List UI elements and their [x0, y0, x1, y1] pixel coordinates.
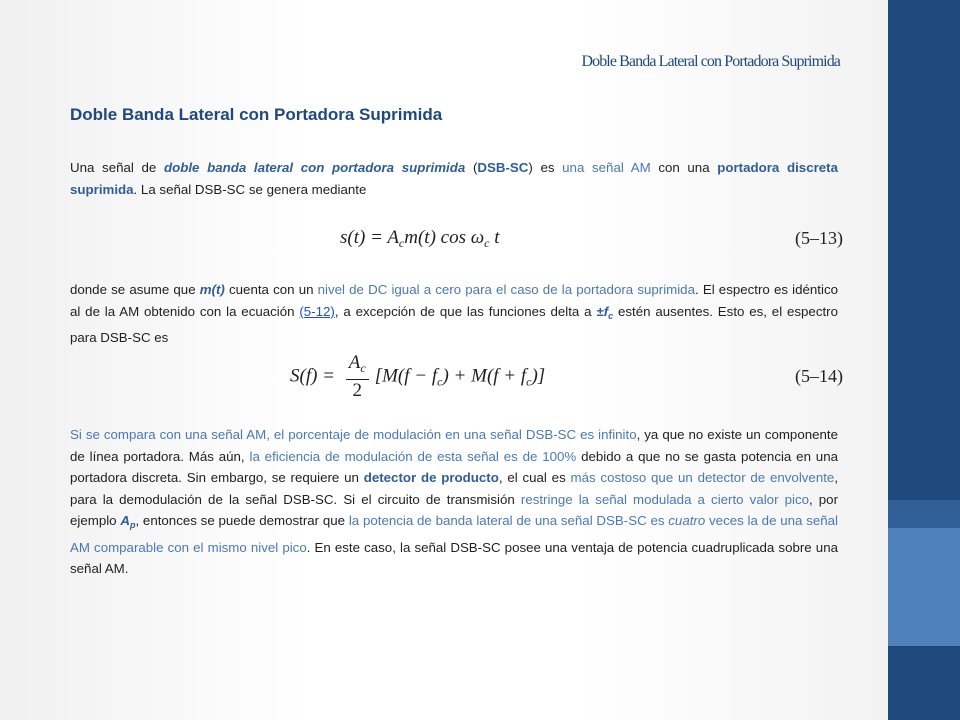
sidebar-bottom	[888, 646, 960, 720]
term-fc-subscript: c	[608, 310, 614, 321]
eq-term: [M(f − f	[374, 365, 438, 387]
text-run: ) es	[528, 160, 563, 175]
highlight-efficiency: la eficiencia de modulación de esta señal es de 100%	[249, 448, 577, 464]
paragraph-comparison	[70, 424, 838, 580]
eq-lhs: S(f) =	[290, 365, 340, 387]
text-run: , el cual es	[498, 470, 571, 485]
text-run: con una	[650, 160, 718, 175]
eq-numerator	[346, 352, 369, 380]
text-run: donde se asume que	[70, 282, 200, 297]
term-ap: A	[120, 513, 130, 528]
eq-term: ) + M(f + f	[442, 365, 527, 387]
text-run: , entonces se puede demostrar que	[135, 513, 349, 528]
eq-subscript: c	[398, 236, 405, 250]
text-run: (	[465, 160, 478, 175]
paragraph-spectrum	[70, 279, 838, 349]
term-fc: ±f	[596, 303, 609, 319]
term-dsb-sc-full: doble banda lateral con portadora suprimida	[163, 160, 466, 175]
highlight-sideband-power-end: veces la de una señal AM comparable con el mismo nivel pico	[70, 513, 838, 555]
text-run: debido a que no se gasta potencia en una portadora discreta. Sin embargo, se requiere un	[70, 448, 838, 485]
equation-5-13	[340, 227, 500, 251]
text-run: estén ausentes. Esto es, el espectro para DSB-SC es	[70, 303, 838, 345]
equation-number-5-14: (5–14)	[795, 366, 843, 386]
term-product-detector: detector de producto	[363, 470, 499, 485]
text-run: Una señal de	[70, 160, 164, 175]
eq-lhs: s(t) =	[340, 227, 388, 248]
eq-term: A	[387, 227, 399, 248]
highlight-four: cuatro	[668, 513, 706, 528]
text-run: . El espectro es idéntico al de la AM obtenido con la ecuación	[70, 282, 838, 319]
eq-term: )]	[531, 365, 546, 387]
eq-term: t	[494, 227, 500, 248]
text-run: , ya que no existe un componente de línea portadora. Más aún,	[70, 427, 838, 464]
eq-subscript: c	[484, 236, 490, 250]
text-run: cuenta con un	[224, 282, 318, 297]
eq-term: m(t) cos ω	[404, 227, 485, 248]
eq-subscript: c	[526, 374, 532, 389]
term-suppressed-carrier: portadora discreta suprimida	[70, 160, 838, 197]
paragraph-intro	[70, 157, 838, 200]
eq-subscript: c	[360, 361, 366, 375]
term-ap-subscript: p	[129, 520, 136, 530]
sidebar-accent-dark	[888, 500, 960, 528]
highlight-am-signal: una señal AM	[562, 160, 651, 175]
equation-number-5-13: (5–13)	[795, 228, 843, 248]
text-run: . En este caso, la señal DSB-SC posee una ventaja de potencia cuadruplicada sobre una señal AM.	[70, 539, 838, 576]
sidebar-accent-light	[888, 528, 960, 646]
highlight-costlier: más costoso que un detector de envolvente	[570, 470, 835, 485]
text-run: , por ejemplo	[70, 491, 838, 528]
eq-fraction	[346, 352, 369, 402]
highlight-dc-level: nivel de DC igual a cero para el caso de la portadora suprimida	[317, 282, 695, 297]
text-run: , para la demodulación de la señal DSB-SC. Si el circuito de transmisión	[70, 470, 839, 507]
eq-denominator: 2	[352, 380, 362, 401]
highlight-sideband-power: la potencia de banda lateral de una señal DSB-SC es	[348, 513, 669, 528]
text-run: . La señal DSB-SC se genera mediante	[133, 181, 367, 197]
text-run: , a excepción de que las funciones delta a	[334, 303, 597, 319]
highlight-infinite-modulation: Si se compara con una señal AM, el porcentaje de modulación en una señal DSB-SC es infinito	[70, 427, 637, 442]
section-heading: Doble Banda Lateral con Portadora Suprimida	[70, 105, 443, 124]
equation-link-5-12[interactable]: (5-12)	[299, 303, 335, 319]
slide-title: Doble Banda Lateral con Portadora Suprimida	[581, 53, 840, 70]
term-m-t: m(t)	[199, 282, 225, 297]
eq-subscript: c	[437, 374, 443, 389]
equation-5-14	[290, 352, 545, 402]
eq-term: A	[348, 352, 361, 373]
highlight-peak-restriction: restringe la señal modulada a cierto valor pico	[520, 491, 809, 507]
term-dsb-sc: DSB-SC	[477, 160, 529, 175]
